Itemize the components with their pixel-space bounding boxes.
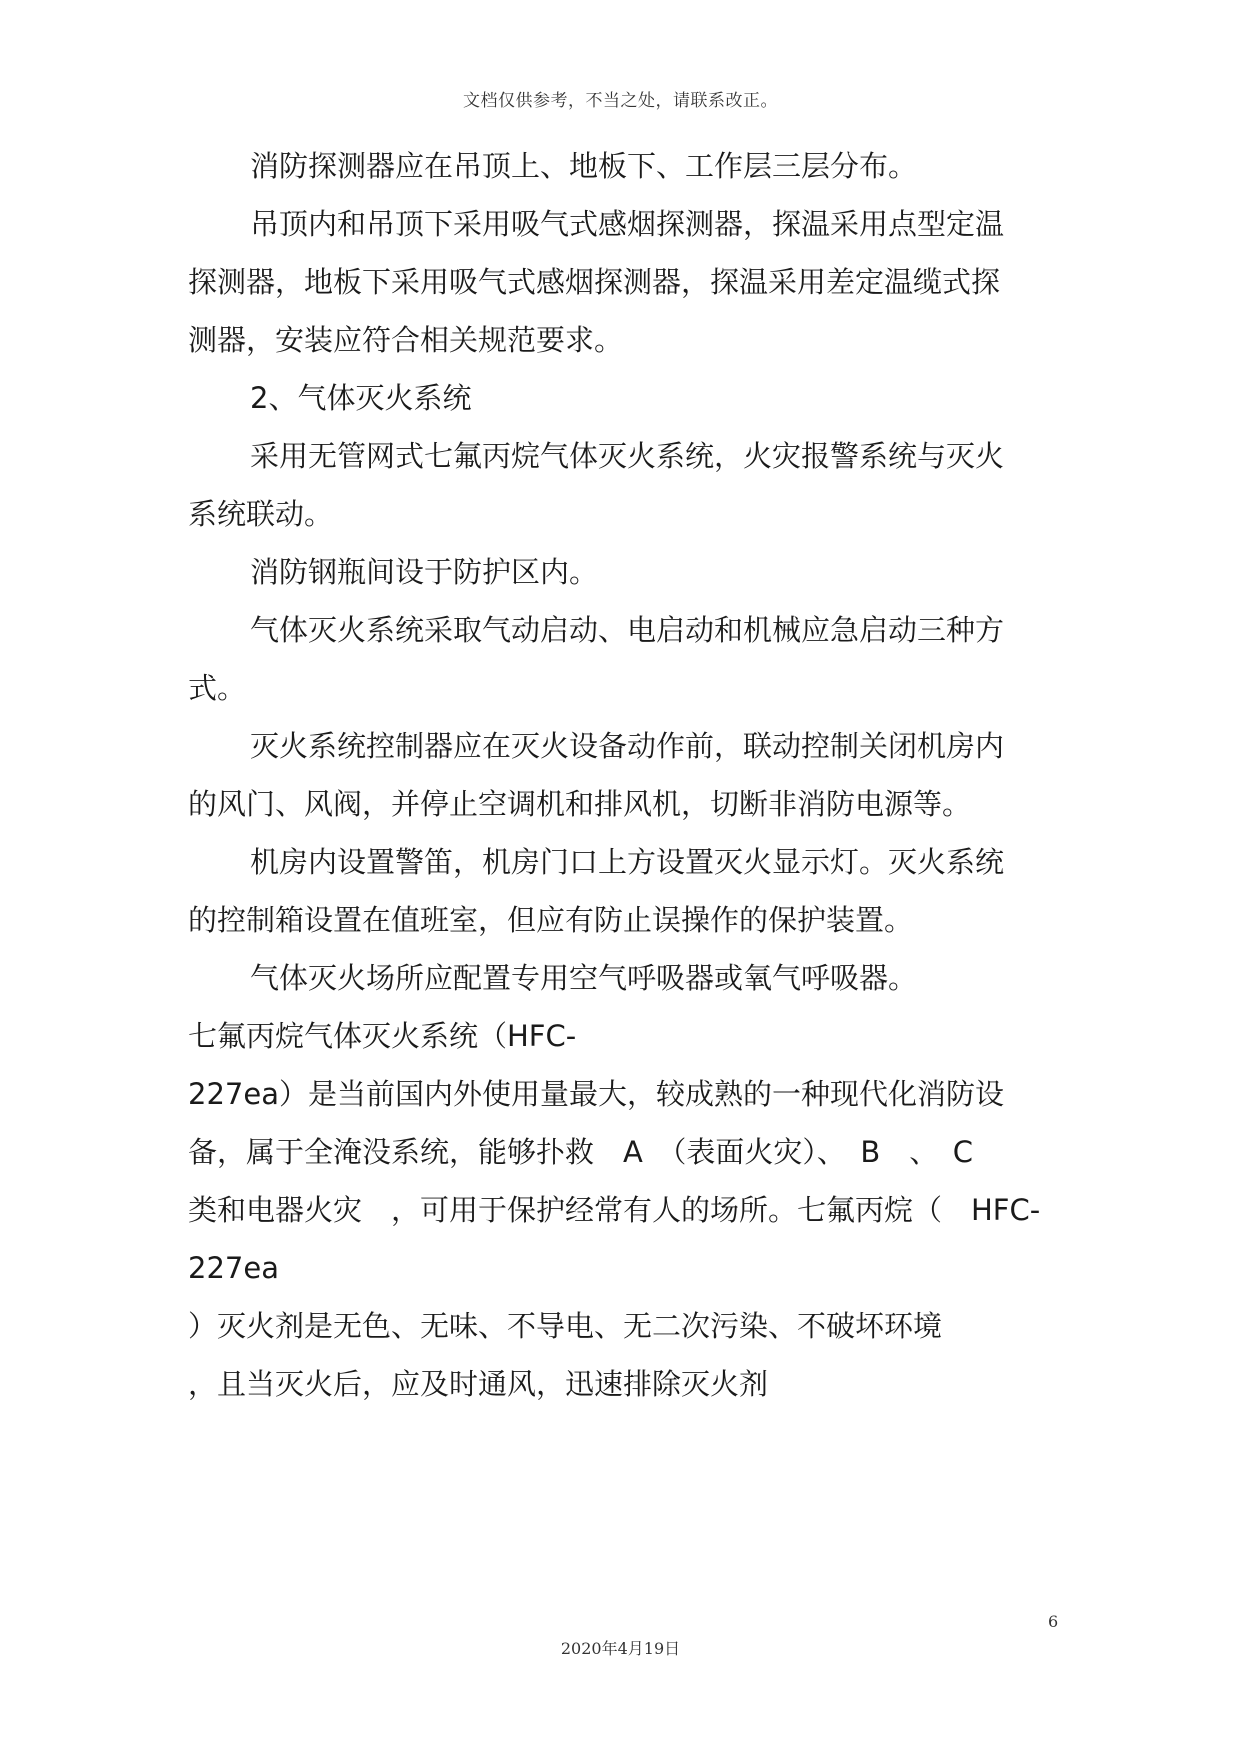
paragraph-line: ）灭火剂是无色、无味、不导电、无二次污染、不破坏环境 [188, 1309, 943, 1343]
paragraph-line: 气体灭火场所应配置专用空气呼吸器或氧气呼吸器。 [250, 961, 918, 995]
paragraph-line: ，且当灭火后，应及时通风，迅速排除灭火剂 [188, 1367, 769, 1401]
paragraph-line: 系统联动。 [188, 497, 334, 531]
paragraph-line: 机房内设置警笛，机房门口上方设置灭火显示灯。灭火系统 [250, 845, 1005, 879]
paragraph-line: 的风门、风阀，并停止空调机和排风机，切断非消防电源等。 [188, 787, 972, 821]
paragraph-line: 备，属于全淹没系统，能够扑救 A （表面火灾）、 B 、 C [188, 1135, 973, 1169]
paragraph-line: 吊顶内和吊顶下采用吸气式感烟探测器，探温采用点型定温 [250, 207, 1005, 241]
paragraph-line: 采用无管网式七氟丙烷气体灭火系统，火灾报警系统与灭火 [250, 439, 1005, 473]
paragraph-line: 七氟丙烷气体灭火系统（HFC- [188, 1019, 577, 1053]
paragraph-line: 灭火系统控制器应在灭火设备动作前，联动控制关闭机房内 [250, 729, 1005, 763]
paragraph-line: 消防钢瓶间设于防护区内。 [250, 555, 599, 589]
paragraph-line: 探测器，地板下采用吸气式感烟探测器，探温采用差定温缆式探 [188, 265, 1001, 299]
paragraph-line: 的控制箱设置在值班室，但应有防止误操作的保护装置。 [188, 903, 914, 937]
footer-date: 2020年4月19日 [560, 1639, 681, 1658]
paragraph-line: 227ea）是当前国内外使用量最大，较成熟的一种现代化消防设 [188, 1077, 1004, 1111]
paragraph-line: 消防探测器应在吊顶上、地板下、工作层三层分布。 [250, 149, 918, 183]
paragraph-line: 式。 [188, 671, 247, 705]
paragraph-line: 气体灭火系统采取气动启动、电启动和机械应急启动三种方 [250, 613, 1005, 647]
header-note: 文档仅供参考，不当之处，请联系改正。 [463, 91, 778, 111]
section-heading: 2、气体灭火系统 [250, 381, 472, 415]
paragraph-line: 类和电器火灾 ，可用于保护经常有人的场所。七氟丙烷（ HFC- [188, 1193, 1041, 1227]
paragraph-line: 测器，安装应符合相关规范要求。 [188, 323, 624, 357]
paragraph-line: 227ea [188, 1251, 279, 1285]
page-number: 6 [1048, 1612, 1059, 1631]
